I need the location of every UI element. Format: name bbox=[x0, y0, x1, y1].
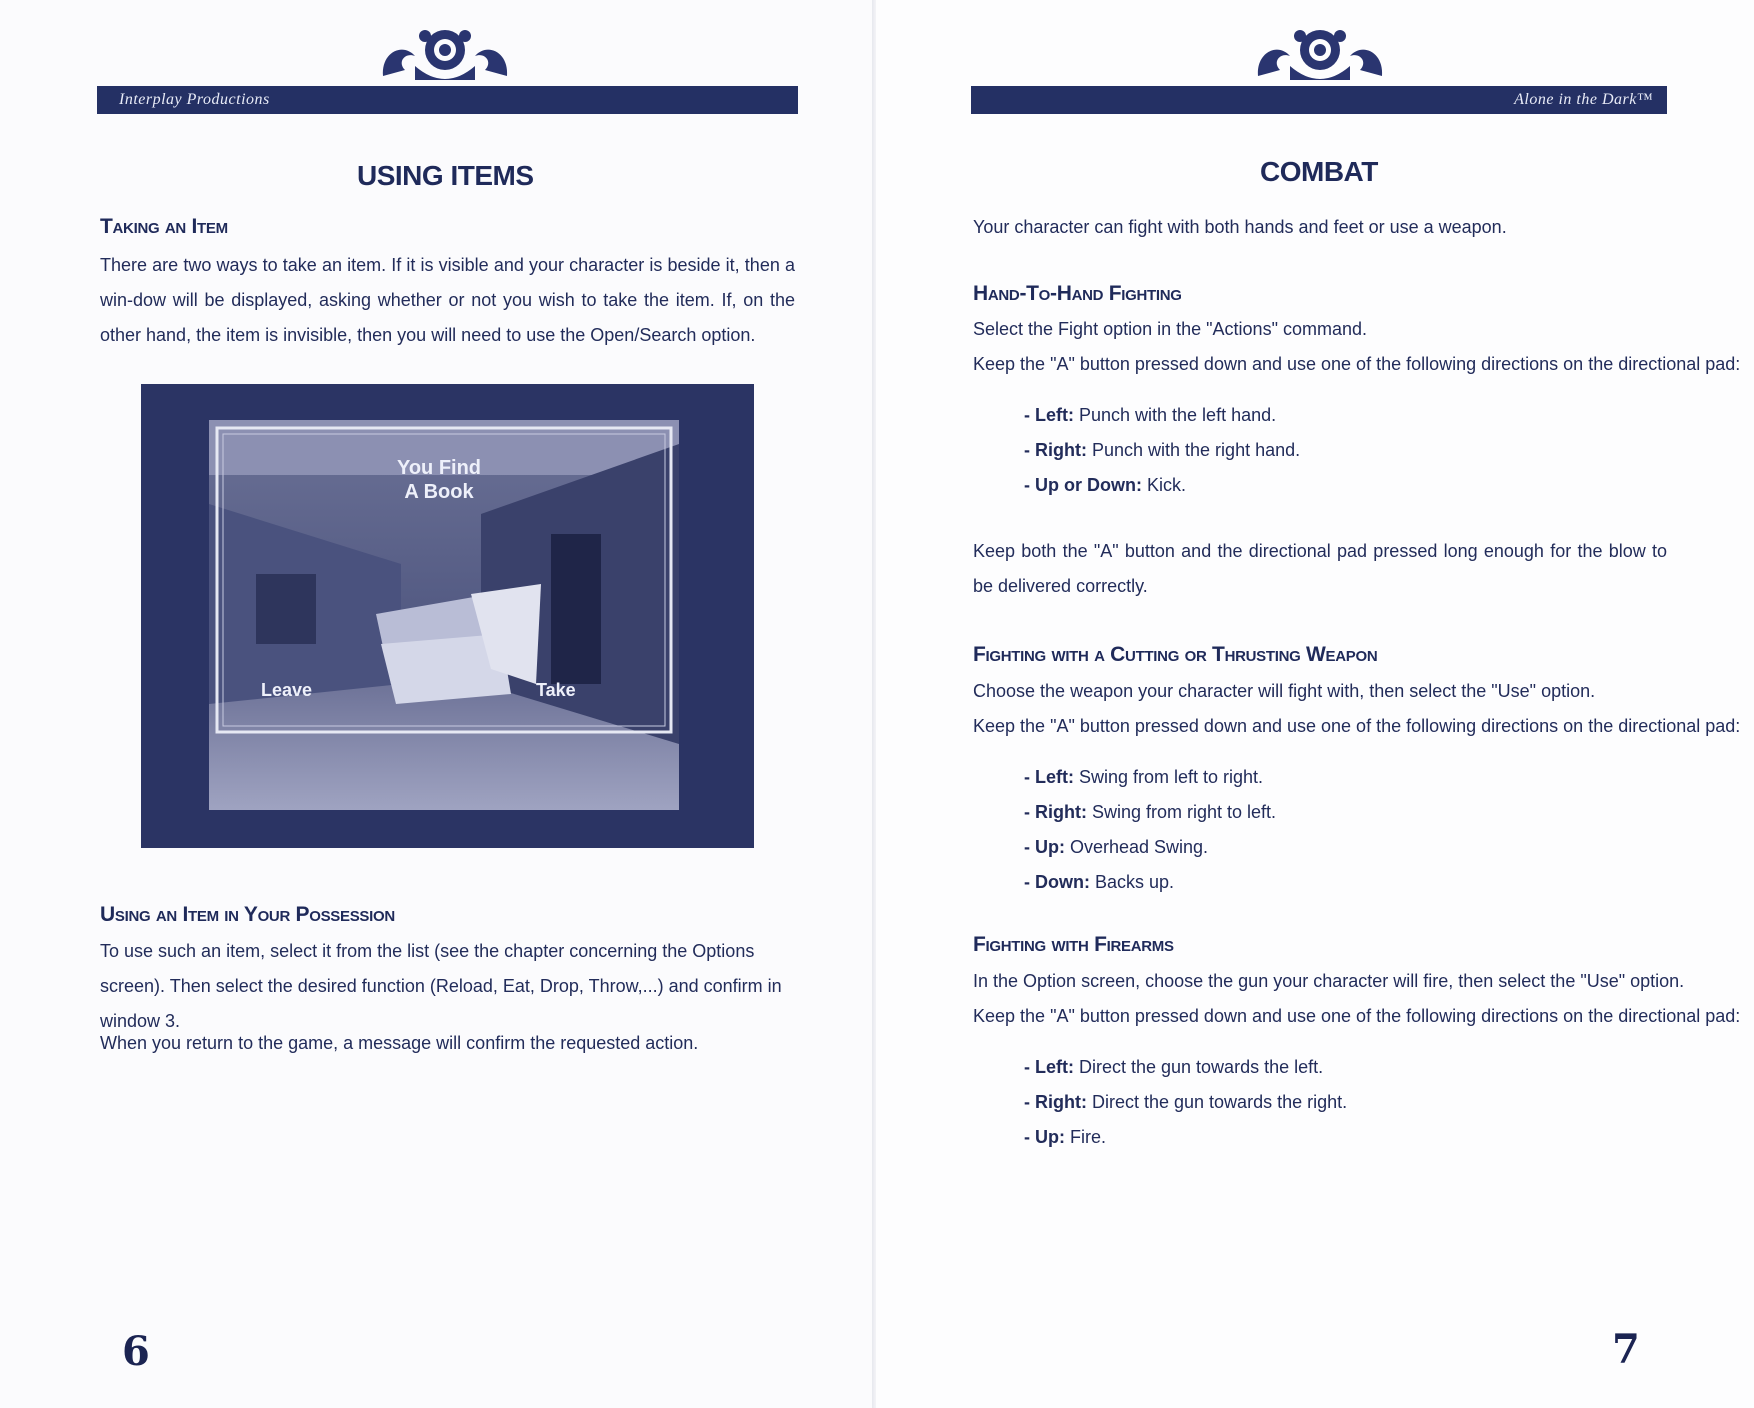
list-item: - Left: Direct the gun towards the left. bbox=[1024, 1057, 1324, 1077]
game-scene-image bbox=[141, 384, 754, 848]
section-line: Select the Fight option in the "Actions" command. bbox=[973, 319, 1367, 339]
dialog-prompt-line2: A Book bbox=[404, 481, 474, 503]
list-item: - Up: Fire. bbox=[1024, 1127, 1106, 1147]
section-heading: Using an Item in Your Possession bbox=[100, 903, 395, 926]
header-bar bbox=[97, 86, 798, 114]
list-item: - Down: Backs up. bbox=[1024, 872, 1175, 892]
game-screenshot bbox=[141, 384, 754, 848]
section-heading: Taking an Item bbox=[100, 215, 228, 238]
intro-paragraph: Your character can fight with both hands and feet or use a weapon. bbox=[973, 217, 1507, 237]
section-line: In the Option screen, choose the gun your character will fire, then select the "Use" option. bbox=[973, 971, 1685, 991]
take-option: Take bbox=[536, 680, 576, 700]
direction-list bbox=[1024, 1050, 1347, 1155]
direction-list bbox=[1024, 760, 1276, 900]
list-item: - Up: Overhead Swing. bbox=[1024, 837, 1209, 857]
direction-list bbox=[1024, 398, 1300, 503]
page-number: 6 bbox=[122, 1328, 150, 1375]
leave-option: Leave bbox=[261, 680, 313, 700]
section-paragraph: There are two ways to take an item. If it is visible and your character is beside it, then a win-dow will be displayed, asking whether or not you wish to take the item. If, on the other hand, the item is invisible, then you will need to use the Open/Search option. bbox=[100, 255, 795, 345]
header-bar bbox=[971, 86, 1667, 114]
left-page bbox=[0, 0, 876, 1408]
section-line: Keep the "A" button pressed down and use one of the following directions on the directional pad: bbox=[973, 716, 1741, 736]
section-line: Keep the "A" button pressed down and use one of the following directions on the directional pad: bbox=[973, 354, 1741, 374]
page-title: COMBAT bbox=[1260, 156, 1378, 187]
section-line: Keep the "A" button pressed down and use one of the following directions on the directional pad: bbox=[973, 1006, 1741, 1026]
right-page bbox=[876, 0, 1754, 1408]
section-heading: Hand-To-Hand Fighting bbox=[973, 282, 1182, 305]
dialog-prompt-line1: You Find bbox=[396, 457, 482, 479]
section-note: Keep both the "A" button and the directional pad pressed long enough for the blow to be delivered correctly. bbox=[973, 541, 1667, 596]
section-line: Choose the weapon your character will fight with, then select the "Use" option. bbox=[973, 681, 1596, 701]
list-item: - Left: Swing from left to right. bbox=[1024, 767, 1264, 787]
section-paragraph: To use such an item, select it from the list (see the chapter concerning the Options screen). Then select the desired function (Reload, Eat, Drop, Throw,...) and confirm in window 3. bbox=[100, 941, 782, 1031]
header-title: Alone in the Dark™ bbox=[1514, 91, 1653, 108]
header-title: Interplay Productions bbox=[119, 91, 270, 108]
list-item: - Up or Down: Kick. bbox=[1024, 475, 1186, 495]
ornament-emblem-icon bbox=[1250, 22, 1390, 86]
page-title: USING ITEMS bbox=[357, 160, 534, 191]
section-heading: Fighting with a Cutting or Thrusting Weapon bbox=[973, 643, 1378, 666]
list-item: - Right: Swing from right to left. bbox=[1024, 802, 1277, 822]
section-paragraph: When you return to the game, a message will confirm the requested action. bbox=[100, 1033, 699, 1053]
list-item: - Right: Punch with the right hand. bbox=[1024, 440, 1301, 460]
page-number: 7 bbox=[1612, 1326, 1640, 1373]
list-item: - Right: Direct the gun towards the right. bbox=[1024, 1092, 1348, 1112]
ornament-emblem-icon bbox=[375, 22, 515, 86]
section-heading: Fighting with Firearms bbox=[973, 933, 1174, 956]
list-item: - Left: Punch with the left hand. bbox=[1024, 405, 1277, 425]
